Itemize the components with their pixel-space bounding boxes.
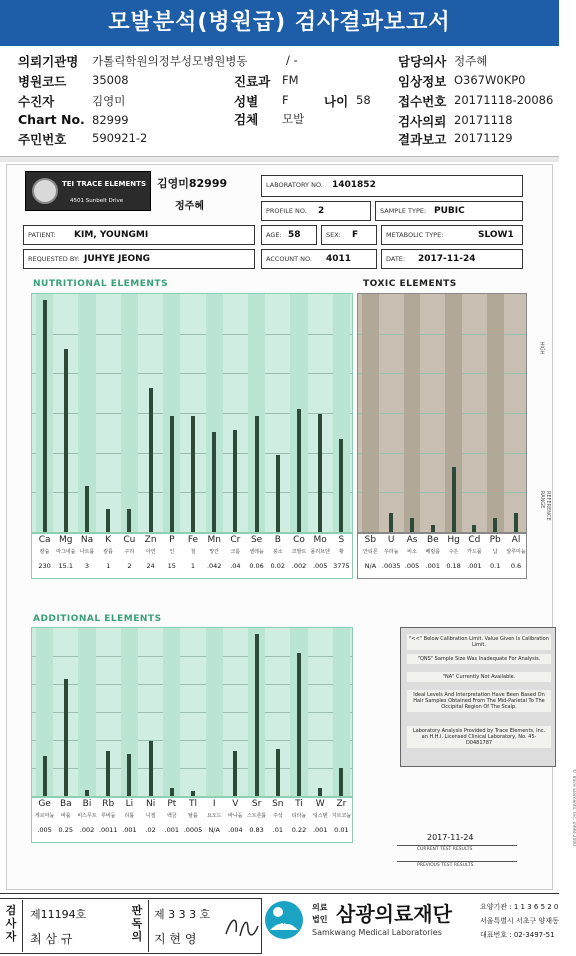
doctor-label: 담당의사: [398, 54, 447, 69]
element-korean-name: 크롬: [230, 549, 241, 555]
element-symbol: Mg: [59, 535, 73, 545]
bar-mo: [318, 414, 322, 532]
element-korean-name: 우라늄: [383, 549, 399, 555]
age-value: 58: [356, 93, 371, 107]
bar-co: [297, 409, 301, 532]
element-korean-name: 백금: [166, 813, 177, 819]
bar-sn: [276, 749, 280, 796]
bar-se: [255, 416, 259, 532]
accession-value: 20171118-20086: [454, 93, 554, 107]
element-korean-name: 망간: [209, 549, 220, 555]
handwritten-patient-id: 김영미82999: [157, 177, 228, 190]
age-value-en: 58: [288, 230, 301, 240]
legend-lab-analysis: Laboratory Analysis Provided by Trace Elements, Inc. an H.H.I. Licensed Clinical Laboratory, No. 45-D0481787: [407, 726, 551, 748]
element-korean-name: 비소: [407, 549, 417, 555]
element-result: 0.01: [334, 826, 349, 834]
chart-no-label: Chart No.: [18, 112, 85, 127]
element-korean-name: 코발트: [291, 549, 307, 555]
element-symbol: Bi: [82, 799, 92, 809]
element-korean-name: 마그네슘: [56, 549, 76, 555]
element-result: 0.1: [490, 562, 501, 570]
sex-value: F: [282, 93, 289, 107]
element-result: 0.18: [446, 562, 461, 570]
copyright: © Trace Elements, Inc. 1998-2000: [571, 768, 576, 847]
column-cd: [466, 294, 483, 532]
element-result: .0035: [381, 562, 401, 570]
element-symbol: Zn: [144, 535, 157, 545]
sample-value: PUBIC: [434, 206, 465, 216]
inspector-license: 제11194호: [30, 908, 87, 921]
element-result: .004: [228, 826, 243, 834]
column-bi: [78, 628, 95, 796]
patient-label: 수진자: [18, 94, 55, 109]
account-value: 4011: [326, 254, 352, 264]
element-korean-name: 안티몬: [363, 549, 378, 555]
verifier-license: 제 3 3 3 호: [154, 908, 211, 921]
additional-chart: [31, 627, 353, 797]
bar-sr: [255, 634, 259, 796]
bar-pb: [493, 518, 497, 532]
patient-box: [23, 225, 255, 245]
hospital-code-value: 35008: [92, 73, 129, 87]
footer-box-border: [0, 898, 262, 954]
element-result: 0.83: [249, 826, 264, 834]
element-korean-name: 바륨: [60, 813, 71, 819]
verifier-label: 판 독 의: [131, 904, 143, 943]
date-value: 2017-11-24: [418, 254, 476, 264]
bar-fe: [191, 416, 195, 532]
element-result: N/A: [364, 562, 377, 570]
dept-value: FM: [282, 73, 299, 87]
reference-range-label: REFERENCE RANGE: [539, 491, 551, 521]
bar-cr: [233, 430, 237, 532]
toxic-title: TOXIC ELEMENTS: [363, 279, 457, 289]
bar-be: [431, 525, 435, 532]
age-label: 나이: [324, 94, 349, 109]
patient-label-en: PATIENT:: [28, 231, 56, 239]
legend-ideal-levels: Ideal Levels And Interpretation Have Been Based On Hair Samples Obtained From The Mid-Parietal To The Occipital Region Of The Scalp.: [407, 690, 551, 712]
org-small-1: 의료: [312, 903, 328, 912]
element-result: .002: [79, 826, 95, 834]
column-sb: [362, 294, 379, 532]
bar-zn: [149, 388, 153, 532]
profile-value: 2: [318, 206, 325, 216]
element-symbol: Cu: [123, 535, 136, 545]
profile-box: [261, 201, 371, 221]
date-label: DATE:: [386, 255, 406, 263]
bar-b: [276, 455, 280, 532]
element-result: 15: [167, 562, 176, 570]
nutritional-results-row: [31, 533, 353, 579]
column-tl: [184, 628, 201, 796]
bar-pt: [170, 788, 174, 796]
legend-box: [400, 627, 556, 767]
logo-text: TEI TRACE ELEMENTS: [62, 180, 146, 188]
bar-ca: [43, 300, 47, 532]
high-label: HIGH: [538, 341, 545, 355]
element-symbol: V: [232, 799, 239, 809]
id-value: 590921-2: [92, 131, 148, 145]
element-korean-name: 주석: [272, 813, 283, 819]
legend-na: "NA" Currently Not Available.: [407, 672, 551, 682]
bar-as: [410, 518, 414, 532]
element-symbol: Fe: [187, 535, 199, 545]
element-korean-name: 바나듐: [228, 813, 243, 819]
bar-v: [233, 751, 237, 796]
element-symbol: As: [406, 535, 418, 545]
element-result: 0.25: [58, 826, 74, 834]
inspector-name: 최 삼 규: [30, 932, 73, 946]
element-result: .001: [312, 826, 328, 834]
column-u: [383, 294, 400, 532]
age-box: [261, 225, 317, 245]
sex-value-en: F: [352, 230, 359, 240]
element-symbol: Sr: [251, 799, 262, 809]
element-result: 230: [38, 562, 51, 570]
element-symbol: Cr: [230, 535, 241, 545]
footer: [0, 893, 559, 956]
element-result: 24: [146, 562, 155, 570]
lab-no-box: [261, 175, 523, 197]
column-pt: [163, 628, 180, 796]
org-name: 삼광의료재단: [336, 902, 452, 926]
element-symbol: B: [274, 535, 281, 545]
element-korean-name: 베릴륨: [425, 549, 441, 555]
column-cu: [121, 294, 138, 532]
bar-cu: [127, 509, 131, 532]
element-korean-name: 탈륨: [188, 813, 198, 819]
bar-ba: [64, 679, 68, 796]
ward-value: / -: [286, 53, 298, 67]
sample-box: [375, 201, 523, 221]
logo-address: 4501 Sunbelt Drive: [70, 198, 124, 204]
bar-ni: [149, 741, 153, 796]
bar-ge: [43, 756, 47, 797]
element-korean-name: 철: [190, 549, 196, 555]
requested-label: REQUESTED BY:: [28, 255, 80, 263]
bar-u: [389, 513, 393, 532]
element-symbol: Sn: [272, 799, 284, 809]
column-al: [508, 294, 525, 532]
bar-tl: [191, 791, 195, 796]
element-result: .005: [312, 562, 328, 570]
signature-line: [397, 845, 517, 846]
toxic-chart: [357, 293, 527, 533]
lab-report-scan: [6, 164, 576, 890]
element-result: .01: [272, 826, 283, 834]
element-result: .001: [122, 826, 137, 834]
legend-qns: "QNS" Sample Size Was Inadequate For Analysis.: [407, 654, 551, 664]
nutritional-chart: [31, 293, 353, 533]
bar-bi: [85, 790, 89, 796]
element-korean-name: 텅스텐: [312, 813, 328, 819]
element-result: .042: [206, 562, 222, 570]
nutritional-title: NUTRITIONAL ELEMENTS: [33, 279, 169, 289]
lab-no-value: 1401852: [332, 180, 376, 190]
element-symbol: Li: [125, 799, 134, 809]
org-registration: 요양기관 : 1 1 3 6 5 2 0: [480, 903, 559, 911]
bar-li: [127, 754, 131, 796]
element-korean-name: 칼륨: [103, 549, 114, 555]
element-result: N/A: [208, 826, 220, 834]
element-symbol: Mo: [313, 535, 327, 545]
specimen-value: 모발: [282, 112, 305, 126]
column-be: [424, 294, 441, 532]
element-korean-name: 스트론튬: [246, 813, 267, 819]
element-korean-name: 칼슘: [39, 549, 50, 555]
element-symbol: Ni: [145, 799, 156, 809]
element-korean-name: 카드뮴: [467, 549, 482, 555]
element-result: 1: [106, 562, 111, 570]
institution-value: 가톨릭학원의정부성모병원병동: [92, 54, 248, 68]
profile-label: PROFILE NO.: [266, 207, 307, 215]
column-w: [312, 628, 329, 796]
element-symbol: Pt: [167, 799, 177, 809]
column-i: [206, 628, 223, 796]
sex-label-en: SEX:: [326, 231, 341, 239]
bar-cd: [472, 525, 476, 532]
element-korean-name: 셀레늄: [249, 549, 264, 555]
column-pb: [487, 294, 504, 532]
previous-results-label: PREVIOUS TEST RESULTS: [417, 863, 474, 868]
element-korean-name: 황: [338, 549, 344, 555]
sign-date: 2017-11-24: [427, 833, 474, 842]
element-korean-name: 루비듐: [100, 813, 116, 819]
element-symbol: Se: [250, 535, 263, 545]
element-korean-name: 구리: [124, 549, 135, 555]
bar-p: [170, 416, 174, 532]
verifier-name: 지 현 영: [154, 932, 197, 946]
element-result: 0.02: [270, 562, 286, 570]
date-box: [381, 249, 523, 269]
element-result: .001: [425, 562, 441, 570]
element-korean-name: 알루미늄: [506, 549, 526, 555]
element-symbol: Sb: [364, 535, 377, 545]
org-phone: 대표번호 : 02-3497-51: [480, 931, 555, 939]
element-symbol: Ba: [59, 799, 72, 809]
bar-k: [106, 509, 110, 532]
metabolic-value: SLOW1: [478, 230, 514, 240]
sex-box: [321, 225, 377, 245]
element-korean-name: 인: [169, 549, 175, 555]
bar-zr: [339, 768, 343, 796]
requested-box: [23, 249, 255, 269]
element-result: .04: [230, 562, 241, 570]
column-as: [404, 294, 421, 532]
clinical-label: 임상정보: [398, 74, 447, 89]
doctor-value: 정주혜: [454, 54, 488, 68]
element-symbol: Cd: [468, 535, 481, 545]
patient-header: [0, 46, 559, 150]
element-korean-name: 요오드: [206, 813, 222, 819]
id-label: 주민번호: [18, 132, 67, 147]
element-result: .0005: [183, 826, 203, 834]
element-korean-name: 비스무트: [77, 813, 97, 819]
bar-w: [318, 788, 322, 796]
org-address: 서울특별시 서초구 양재동: [480, 917, 559, 925]
handwritten-doctor: 정주혜: [175, 201, 204, 212]
element-korean-name: 티타늄: [291, 813, 307, 819]
bar-al: [514, 513, 518, 532]
element-korean-name: 니켈: [145, 813, 156, 819]
element-result: 15.1: [58, 562, 74, 570]
element-korean-name: 붕소: [272, 549, 283, 555]
element-symbol: Zr: [336, 799, 347, 809]
element-result: .02: [145, 826, 156, 834]
element-symbol: P: [169, 535, 175, 545]
element-symbol: Tl: [189, 799, 197, 809]
element-korean-name: 게르마늄: [34, 813, 55, 819]
element-result: .005: [404, 562, 420, 570]
header-separator: [0, 156, 559, 162]
account-box: [261, 249, 377, 269]
requested-value: JUHYE JEONG: [84, 254, 151, 264]
sex-label: 성별: [234, 94, 259, 109]
element-result: .001: [164, 826, 180, 834]
element-symbol: Be: [426, 535, 439, 545]
bar-rb: [106, 751, 110, 796]
element-korean-name: 지르코늄: [331, 813, 352, 819]
clinical-value: O367W0KP0: [454, 73, 526, 87]
element-symbol: Hg: [447, 535, 460, 545]
previous-line: [397, 861, 517, 862]
legend-calibration: "<<" Below Calibration Limit. Value Given Is Calibration Limit.: [407, 634, 551, 650]
element-symbol: Pb: [489, 535, 501, 545]
element-symbol: U: [387, 535, 395, 545]
patient-value: 김영미: [92, 94, 126, 108]
additional-title: ADDITIONAL ELEMENTS: [33, 614, 162, 624]
sml-logo-text: SML: [273, 918, 290, 926]
element-result: .0011: [98, 826, 118, 834]
element-result: 3775: [333, 562, 350, 570]
element-result: 1: [190, 562, 196, 570]
element-result: 0.22: [291, 826, 307, 834]
element-result: 0.06: [249, 562, 264, 570]
element-symbol: Mn: [207, 535, 221, 545]
account-label: ACCOUNT NO.: [266, 255, 312, 263]
toxic-results-row: [357, 533, 527, 579]
current-results-label: CURRENT TEST RESULTS: [417, 847, 473, 852]
element-result: 0.6: [510, 562, 522, 570]
sample-label: SAMPLE TYPE:: [380, 207, 427, 215]
element-symbol: Rb: [102, 799, 115, 809]
element-symbol: Ti: [295, 799, 303, 809]
dept-label: 진료과: [234, 74, 271, 89]
element-korean-name: 수은: [448, 549, 459, 555]
element-korean-name: 납: [492, 549, 498, 555]
element-symbol: Ge: [38, 799, 51, 809]
element-korean-name: 아연: [145, 549, 156, 555]
bar-hg: [452, 467, 456, 532]
metabolic-box: [381, 225, 523, 245]
element-symbol: W: [315, 799, 325, 809]
element-result: 3: [84, 562, 90, 570]
element-result: .002: [291, 562, 307, 570]
element-result: .005: [37, 826, 52, 834]
element-symbol: Al: [511, 535, 521, 545]
element-symbol: Na: [80, 535, 94, 545]
element-symbol: S: [338, 535, 345, 545]
org-english: Samkwang Medical Laboratories: [312, 928, 442, 937]
globe-icon: [32, 178, 58, 204]
element-korean-name: 리튬: [124, 813, 135, 819]
inspector-label: 검 사 자: [5, 904, 17, 943]
element-korean-name: 나트륨: [79, 549, 95, 555]
element-symbol: Co: [293, 535, 305, 545]
bar-ti: [297, 653, 301, 796]
element-result: 2: [127, 562, 132, 570]
additional-results-row: [31, 797, 353, 843]
element-symbol: K: [105, 535, 112, 545]
org-small-2: 법인: [312, 915, 328, 924]
request-date-value: 20171118: [454, 113, 513, 127]
report-date-value: 20171129: [454, 131, 513, 145]
lab-no-label: LABORATORY NO.: [266, 181, 323, 189]
bar-mg: [64, 349, 68, 532]
institution-label: 의뢰기관명: [18, 54, 79, 69]
element-symbol: I: [212, 799, 216, 809]
specimen-label: 검체: [234, 112, 259, 127]
bar-s: [339, 439, 343, 532]
bar-na: [85, 486, 89, 532]
report-title: 모발분석(병원급) 검사결과보고서: [0, 0, 559, 46]
metabolic-label: METABOLIC TYPE:: [386, 231, 444, 239]
tei-logo: [25, 171, 151, 211]
element-result: .001: [467, 562, 482, 570]
element-korean-name: 몰리브덴: [310, 549, 330, 555]
element-symbol: Ca: [38, 535, 51, 545]
column-k: [100, 294, 117, 532]
patient-value-en: KIM, YOUNGMI: [74, 230, 149, 240]
request-date-label: 검사의뢰: [398, 114, 447, 129]
hospital-code-label: 병원코드: [18, 74, 67, 89]
accession-label: 접수번호: [398, 94, 447, 109]
bar-mn: [212, 432, 216, 532]
chart-no-value: 82999: [92, 113, 129, 127]
report-date-label: 결과보고: [398, 132, 447, 147]
age-label-en: AGE:: [266, 231, 282, 239]
